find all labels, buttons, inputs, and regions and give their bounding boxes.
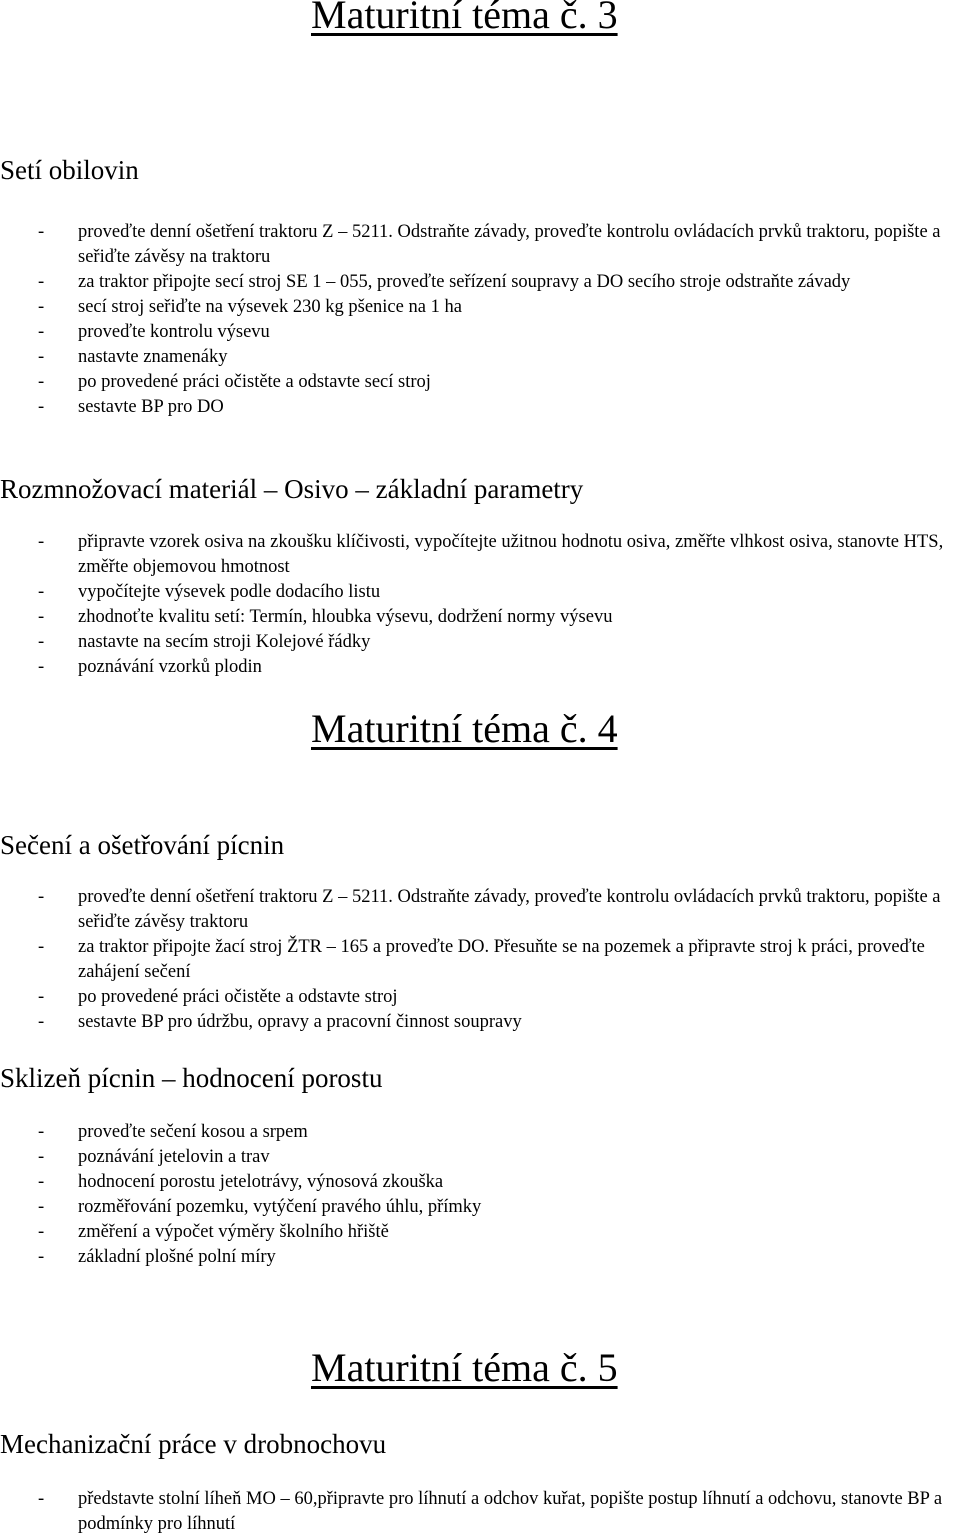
list-dash: - [38, 272, 45, 292]
list-dash: - [38, 297, 45, 317]
list-item: - základní plošné polní míry [0, 1245, 958, 1270]
list-dash: - [38, 607, 45, 627]
theme-4-title: Maturitní téma č. 4 [311, 706, 618, 751]
list-item: - vypočítejte výsevek podle dodacího listu [0, 580, 958, 605]
list-item: - proveďte denní ošetření traktoru Z – 5211. Odstraňte závady, proveďte kontrolu ovládacích prvků traktoru, popište a seřiďte závěsy na traktoru [38, 222, 941, 267]
task-list-mechanizacni-prace [0, 1487, 958, 1537]
theme-5-title: Maturitní téma č. 5 [311, 1345, 618, 1390]
list-dash: - [38, 1247, 45, 1267]
list-dash: - [38, 322, 45, 342]
list-item: - proveďte sečení kosou a srpem [0, 1120, 958, 1145]
list-dash: - [38, 397, 45, 417]
list-item: - nastavte znamenáky [0, 345, 958, 370]
list-item: - sestavte BP pro DO [0, 395, 958, 420]
list-dash: - [38, 1197, 45, 1217]
list-dash: - [38, 887, 45, 907]
list-item: - secí stroj seřiďte na výsevek 230 kg pšenice na 1 ha [0, 295, 958, 320]
list-dash: - [38, 582, 45, 602]
section-heading-seti-obilovin: Setí obilovin [0, 155, 139, 185]
task-list-sklizen-picnin [0, 1120, 958, 1270]
list-item: - za traktor připojte žací stroj ŽTR – 165 a proveďte DO. Přesuňte se na pozemek a připravte stroj k práci, proveďte zahájení sečení [38, 937, 925, 982]
section-heading-seceni-picnin: Sečení a ošetřování pícnin [0, 830, 285, 860]
list-dash: - [38, 657, 45, 677]
list-item: - sestavte BP pro údržbu, opravy a pracovní činnost soupravy [0, 1010, 958, 1035]
list-item: - změření a výpočet výměry školního hřiště [0, 1220, 958, 1245]
section-heading-sklizen-picnin: Sklizeň pícnin – hodnocení porostu [0, 1063, 383, 1093]
list-dash: - [38, 1147, 45, 1167]
list-item: - za traktor připojte secí stroj SE 1 – 055, proveďte seřízení soupravy a DO secího stroje odstraňte závady [0, 270, 958, 295]
list-dash: - [38, 347, 45, 367]
list-dash: - [38, 987, 45, 1007]
list-dash: - [38, 1122, 45, 1142]
list-item: - nastavte na secím stroji Kolejové řádky [0, 630, 958, 655]
list-dash: - [38, 532, 45, 552]
list-item: - hodnocení porostu jetelotrávy, výnosová zkouška [0, 1170, 958, 1195]
list-item: - proveďte denní ošetření traktoru Z – 5211. Odstraňte závady, proveďte kontrolu ovládacích prvků traktoru, popište a seřiďte závěsy traktoru [38, 887, 941, 932]
task-list-rozmnozovaci-material [0, 530, 958, 680]
list-dash: - [38, 1222, 45, 1242]
list-dash: - [38, 1172, 45, 1192]
list-item: - poznávání jetelovin a trav [0, 1145, 958, 1170]
list-item: - proveďte kontrolu výsevu [0, 320, 958, 345]
list-dash: - [38, 372, 45, 392]
list-item: - rozměřování pozemku, vytýčení pravého úhlu, přímky [0, 1195, 958, 1220]
list-item: - poznávání vzorků plodin [0, 655, 958, 680]
section-heading-rozmnozovaci-material: Rozmnožovací materiál – Osivo – základní parametry [0, 474, 584, 504]
list-item: - po provedené práci očistěte a odstavte stroj [0, 985, 958, 1010]
list-dash: - [38, 937, 45, 957]
list-item: - připravte vzorek osiva na zkoušku klíčivosti, vypočítejte užitnou hodnotu osiva, změřte vlhkost osiva, stanovte HTS, změřte objemovou hmotnost [38, 532, 944, 577]
list-dash: - [38, 222, 45, 242]
list-dash: - [38, 1012, 45, 1032]
theme-3-title: Maturitní téma č. 3 [311, 0, 618, 37]
task-list-seceni-picnin [0, 885, 958, 1035]
list-item: - po provedené práci očistěte a odstavte secí stroj [0, 370, 958, 395]
list-dash: - [38, 1489, 45, 1509]
list-item: - představte stolní líheň MO – 60,připravte pro líhnutí a odchov kuřat, popište postup líhnutí a odchovu, stanovte BP a podmínky pro líhnutí [38, 1489, 943, 1534]
list-item: - zhodnoťte kvalitu setí: Termín, hloubka výsevu, dodržení normy výsevu [0, 605, 958, 630]
task-list-seti-obilovin [0, 220, 958, 420]
section-heading-mechanizacni-prace: Mechanizační práce v drobnochovu [0, 1429, 387, 1459]
list-dash: - [38, 632, 45, 652]
